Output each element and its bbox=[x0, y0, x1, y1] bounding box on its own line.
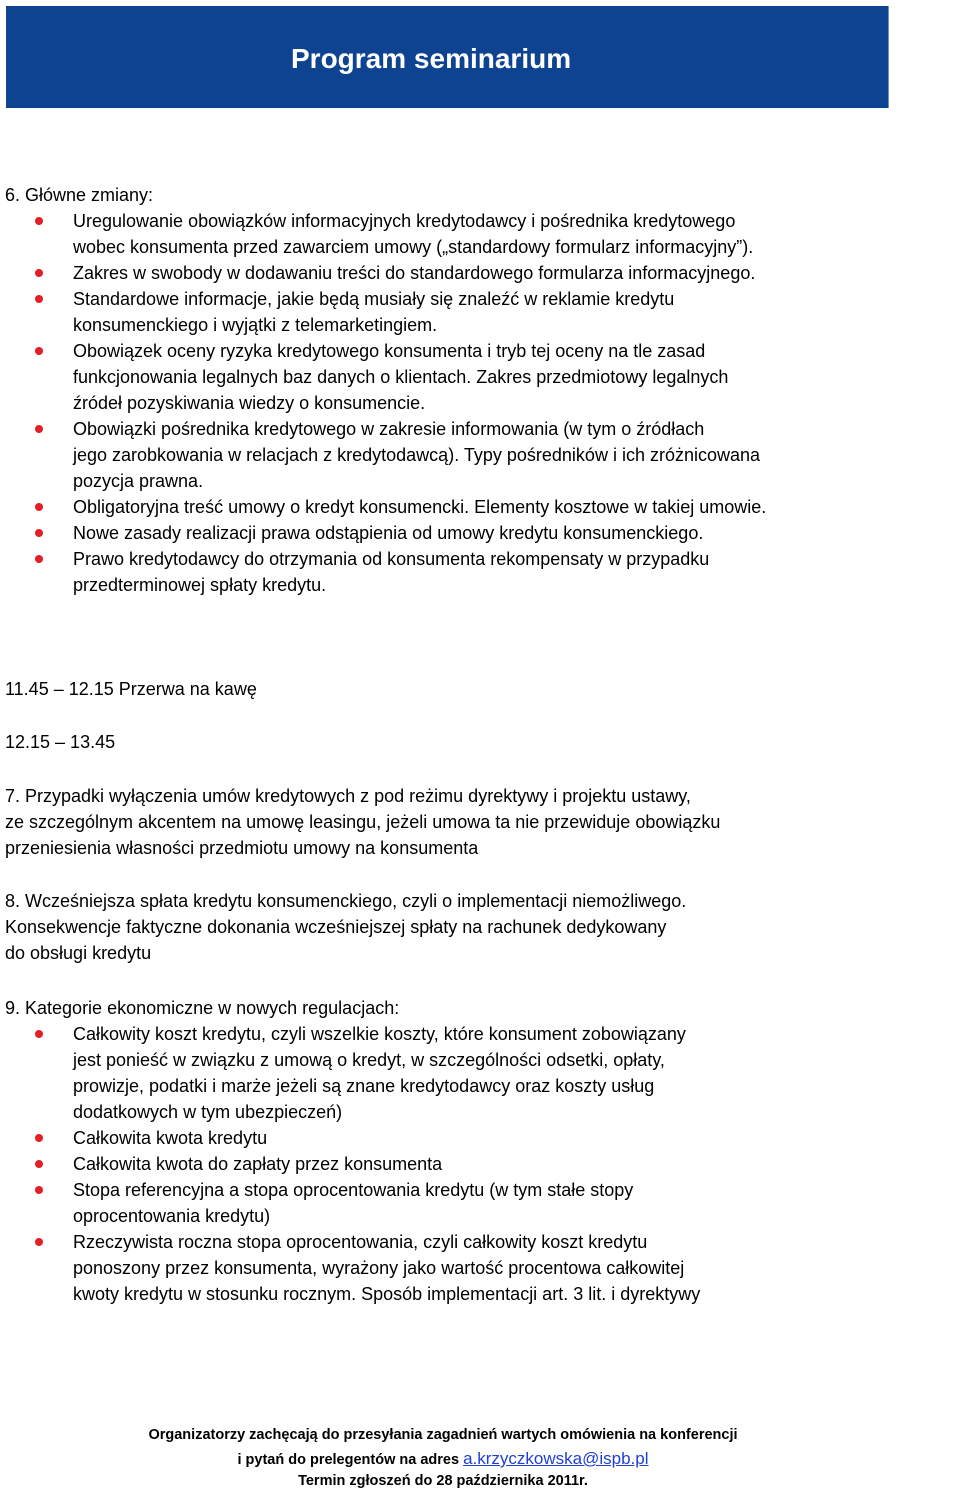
list-item-line: wobec konsumenta przed zawarciem umowy („standardowy formularz informacyjny”). bbox=[73, 237, 754, 257]
list-item-line: jest ponieść w związku z umową o kredyt, w szczególności odsetki, opłaty, bbox=[73, 1050, 665, 1070]
bullet-icon bbox=[35, 1238, 43, 1246]
list-item-line: Obowiązek oceny ryzyka kredytowego konsumenta i tryb tej oceny na tle zasad bbox=[73, 341, 706, 361]
list-item bbox=[5, 1021, 950, 1125]
list-item-line: Stopa referencyjna a stopa oprocentowania kredytu (w tym stałe stopy bbox=[73, 1180, 634, 1200]
footer-contact bbox=[0, 1447, 886, 1470]
list-item-line: przedterminowej spłaty kredytu. bbox=[73, 575, 327, 595]
bullet-icon bbox=[35, 217, 43, 225]
list-item-line: funkcjonowania legalnych baz danych o klientach. Zakres przedmiotowy legalnych bbox=[73, 367, 729, 387]
footer-invitation: Organizatorzy zachęcają do przesyłania zagadnień wartych omówienia na konferencji bbox=[148, 1427, 738, 1443]
list-item bbox=[5, 338, 950, 416]
bullet-icon bbox=[35, 425, 43, 433]
section-8-line: Konsekwencje faktyczne dokonania wcześniejszej spłaty na rachunek dedykowany bbox=[5, 917, 667, 937]
list-item bbox=[5, 1229, 950, 1307]
list-item-line: konsumenckiego i wyjątki z telemarketingiem. bbox=[73, 315, 438, 335]
page-title: Program seminarium bbox=[291, 43, 572, 74]
section-6-list bbox=[5, 208, 950, 598]
section-8 bbox=[5, 888, 950, 966]
list-item-line: kwoty kredytu w stosunku rocznym. Sposób implementacji art. 3 lit. i dyrektywy bbox=[73, 1284, 701, 1304]
bullet-icon bbox=[35, 295, 43, 303]
section-8-line: do obsługi kredytu bbox=[5, 943, 152, 963]
email-link[interactable]: a.krzyczkowska@ispb.pl bbox=[463, 1449, 649, 1468]
section-6-heading: 6. Główne zmiany: bbox=[5, 185, 154, 205]
list-item-line: dodatkowych w tym ubezpieczeń) bbox=[73, 1102, 343, 1122]
section-6 bbox=[5, 182, 950, 598]
list-item bbox=[5, 494, 950, 520]
bullet-icon bbox=[35, 1030, 43, 1038]
bullet-icon bbox=[35, 1134, 43, 1142]
list-item bbox=[5, 208, 950, 260]
section-7 bbox=[5, 783, 950, 861]
section-7-line: 7. Przypadki wyłączenia umów kredytowych z pod reżimu dyrektywy i projektu ustawy, bbox=[5, 786, 691, 806]
list-item-line: Zakres w swobody w dodawaniu treści do standardowego formularza informacyjnego. bbox=[73, 263, 756, 283]
list-item-line: prowizje, podatki i marże jeżeli są znane kredytodawcy oraz koszty usług bbox=[73, 1076, 655, 1096]
list-item-line: Uregulowanie obowiązków informacyjnych kredytodawcy i pośrednika kredytowego bbox=[73, 211, 736, 231]
list-item bbox=[5, 1125, 950, 1151]
section-9 bbox=[5, 995, 950, 1307]
footer-deadline: Termin zgłoszeń do 28 października 2011r. bbox=[298, 1473, 588, 1489]
bullet-icon bbox=[35, 529, 43, 537]
list-item-line: źródeł pozyskiwania wiedzy o konsumencie. bbox=[73, 393, 426, 413]
list-item-line: Nowe zasady realizacji prawa odstąpienia od umowy kredytu konsumenckiego. bbox=[73, 523, 704, 543]
list-item-line: Obligatoryjna treść umowy o kredyt konsumencki. Elementy kosztowe w takiej umowie. bbox=[73, 497, 767, 517]
bullet-icon bbox=[35, 269, 43, 277]
list-item-line: Całkowita kwota do zapłaty przez konsumenta bbox=[73, 1154, 443, 1174]
list-item-line: jego zarobkowania w relacjach z kredytodawcą). Typy pośredników i ich zróżnicowana bbox=[73, 445, 761, 465]
section-9-heading: 9. Kategorie ekonomiczne w nowych regulacjach: bbox=[5, 998, 400, 1018]
bullet-icon bbox=[35, 1160, 43, 1168]
list-item-line: Obowiązki pośrednika kredytowego w zakresie informowania (w tym o źródłach bbox=[73, 419, 705, 439]
list-item-line: pozycja prawna. bbox=[73, 471, 204, 491]
section-9-list bbox=[5, 1021, 950, 1307]
schedule-session bbox=[5, 729, 950, 755]
list-item bbox=[5, 416, 950, 494]
list-item bbox=[5, 1177, 950, 1229]
header-banner bbox=[6, 6, 889, 108]
bullet-icon bbox=[35, 347, 43, 355]
list-item-line: ponoszony przez konsumenta, wyrażony jako wartość procentowa całkowitej bbox=[73, 1258, 685, 1278]
bullet-icon bbox=[35, 503, 43, 511]
list-item-line: Rzeczywista roczna stopa oprocentowania, czyli całkowity koszt kredytu bbox=[73, 1232, 648, 1252]
section-7-line: ze szczególnym akcentem na umowę leasingu, jeżeli umowa ta nie przewiduje obowiązku bbox=[5, 812, 721, 832]
schedule-break bbox=[5, 676, 950, 702]
list-item bbox=[5, 1151, 950, 1177]
footer-contact-text: i pytań do prelegentów na adres bbox=[237, 1452, 464, 1468]
list-item bbox=[5, 546, 950, 598]
list-item-line: oprocentowania kredytu) bbox=[73, 1206, 271, 1226]
list-item-line: Całkowita kwota kredytu bbox=[73, 1128, 268, 1148]
list-item bbox=[5, 260, 950, 286]
footer bbox=[0, 1424, 886, 1493]
list-item bbox=[5, 286, 950, 338]
bullet-icon bbox=[35, 555, 43, 563]
list-item bbox=[5, 520, 950, 546]
break-time: 11.45 – 12.15 Przerwa na kawę bbox=[5, 679, 257, 699]
list-item-line: Całkowity koszt kredytu, czyli wszelkie koszty, które konsument zobowiązany bbox=[73, 1024, 686, 1044]
session-time: 12.15 – 13.45 bbox=[5, 732, 116, 752]
section-8-line: 8. Wcześniejsza spłata kredytu konsumenckiego, czyli o implementacji niemożliwego. bbox=[5, 891, 687, 911]
list-item-line: Prawo kredytodawcy do otrzymania od konsumenta rekompensaty w przypadku bbox=[73, 549, 710, 569]
list-item-line: Standardowe informacje, jakie będą musiały się znaleźć w reklamie kredytu bbox=[73, 289, 675, 309]
bullet-icon bbox=[35, 1186, 43, 1194]
section-7-line: przeniesienia własności przedmiotu umowy na konsumenta bbox=[5, 838, 479, 858]
